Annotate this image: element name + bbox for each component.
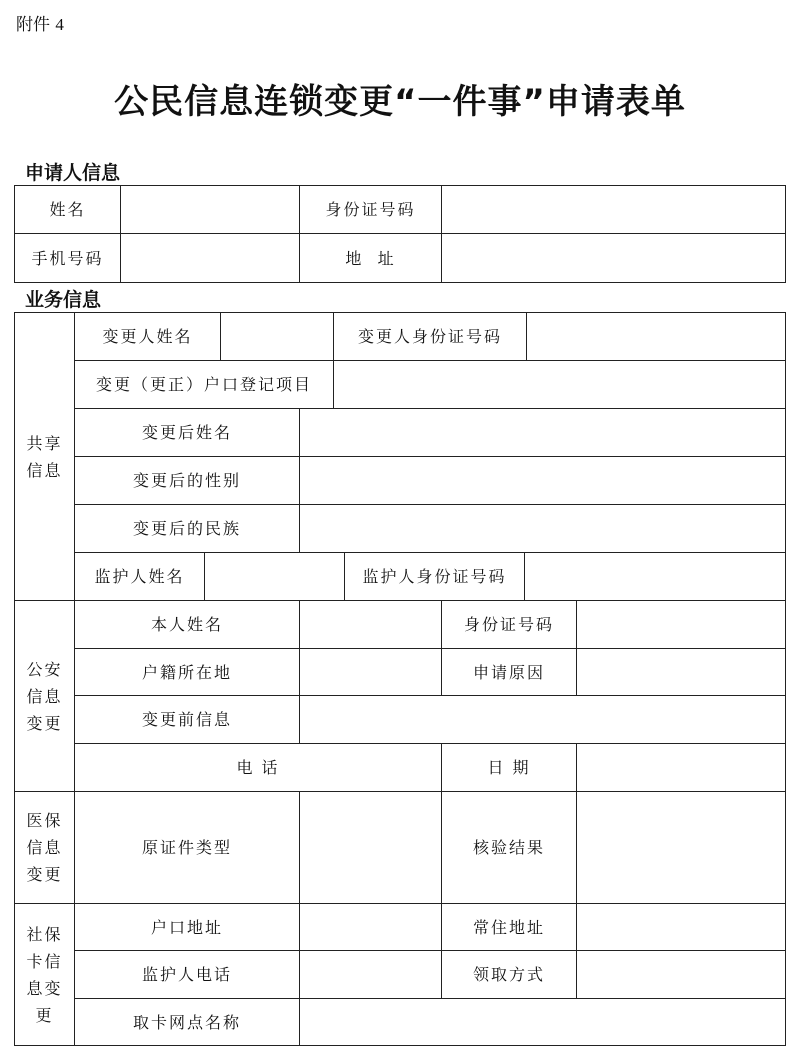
- applicant-info-table: [14, 185, 786, 283]
- guardian-id-label: 监护人身份证号码: [362, 567, 507, 586]
- orig-cert-type-label: 原证件类型: [141, 838, 232, 857]
- prev-info-field[interactable]: [300, 696, 785, 743]
- attachment-number: [16, 10, 64, 35]
- verify-result-field[interactable]: [577, 792, 785, 903]
- residence-address-label: 常住地址: [472, 917, 545, 937]
- household-location-field[interactable]: [300, 649, 441, 695]
- household-location-label: 户籍所在地: [141, 662, 232, 682]
- id-number-label: 身份证号码: [325, 200, 416, 219]
- changer-id-label: 变更人身份证号码: [357, 327, 502, 346]
- phone-label: 手机号码: [31, 248, 104, 268]
- address-label: 地 址: [345, 248, 396, 268]
- residence-address-field[interactable]: [577, 904, 785, 950]
- new-name-label: 变更后姓名: [141, 423, 232, 442]
- changed-items-label: 变更（更正）户口登记项目: [95, 375, 312, 394]
- attachment-number-value: 4: [55, 15, 64, 34]
- group-label-line: 信息: [26, 838, 63, 857]
- medical-info-group-label: [15, 792, 74, 903]
- applicant-address-field[interactable]: [442, 234, 785, 282]
- apply-reason-field[interactable]: [577, 649, 785, 695]
- group-label-line: 卡信: [26, 951, 63, 971]
- orig-cert-type-field[interactable]: [300, 792, 441, 903]
- new-ethnicity-field[interactable]: [300, 505, 785, 552]
- guardian-name-field[interactable]: [205, 553, 344, 600]
- date-label: 日 期: [487, 758, 531, 777]
- applicant-name-field[interactable]: [121, 186, 299, 233]
- group-label-line: 变更: [26, 713, 63, 733]
- id-number-label: 身份证号码: [463, 615, 554, 634]
- guardian-phone-label: 监护人电话: [141, 965, 232, 984]
- name-label: 姓名: [49, 200, 86, 219]
- business-info-table: [14, 312, 786, 1046]
- applicant-id-field[interactable]: [442, 186, 785, 233]
- attachment-label: 附件: [16, 15, 50, 35]
- apply-reason-label: 申请原因: [472, 662, 545, 682]
- prev-info-label: 变更前信息: [141, 710, 232, 729]
- group-label-line: 更: [35, 1005, 54, 1025]
- guardian-id-field[interactable]: [525, 553, 785, 600]
- pickup-method-label: 领取方式: [472, 965, 545, 984]
- new-gender-label: 变更后的性别: [132, 471, 241, 490]
- new-gender-field[interactable]: [300, 457, 785, 504]
- group-label-line: 息变: [26, 978, 63, 998]
- id-number-field[interactable]: [577, 601, 785, 648]
- shared-info-group-label: [15, 313, 74, 600]
- changer-id-field[interactable]: [527, 313, 785, 360]
- group-label-line: 医保: [26, 811, 63, 830]
- verify-result-label: 核验结果: [472, 838, 545, 857]
- changer-name-label: 变更人姓名: [102, 327, 193, 346]
- self-name-field[interactable]: [300, 601, 441, 648]
- self-name-label: 本人姓名: [150, 615, 223, 634]
- group-label-line: 信息: [26, 460, 63, 480]
- pickup-outlet-label: 取卡网点名称: [132, 1012, 241, 1032]
- guardian-phone-field[interactable]: [300, 951, 441, 998]
- social-card-group-label: [15, 904, 74, 1045]
- page-title: 公民信息连锁变更“一件事”申请表单: [114, 82, 686, 122]
- group-label-line: 共享: [26, 433, 63, 453]
- changer-name-field[interactable]: [221, 313, 333, 360]
- group-label-line: 信息: [26, 686, 63, 706]
- police-info-group-label: [15, 601, 74, 791]
- applicant-section-heading: 申请人信息: [25, 162, 121, 184]
- applicant-phone-field[interactable]: [121, 234, 299, 282]
- new-name-field[interactable]: [300, 409, 785, 456]
- phone-label: 电 话: [236, 758, 280, 777]
- hukou-address-field[interactable]: [300, 904, 441, 950]
- date-field[interactable]: [577, 744, 785, 791]
- group-label-line: 变更: [26, 865, 63, 884]
- group-label-line: 公安: [26, 659, 63, 679]
- new-ethnicity-label: 变更后的民族: [132, 519, 241, 538]
- guardian-name-label: 监护人姓名: [94, 567, 185, 586]
- group-label-line: 社保: [26, 924, 63, 944]
- changed-items-field[interactable]: [334, 361, 785, 408]
- pickup-method-field[interactable]: [577, 951, 785, 998]
- hukou-address-label: 户口地址: [150, 917, 223, 937]
- pickup-outlet-field[interactable]: [300, 999, 785, 1045]
- business-section-heading: 业务信息: [25, 289, 102, 311]
